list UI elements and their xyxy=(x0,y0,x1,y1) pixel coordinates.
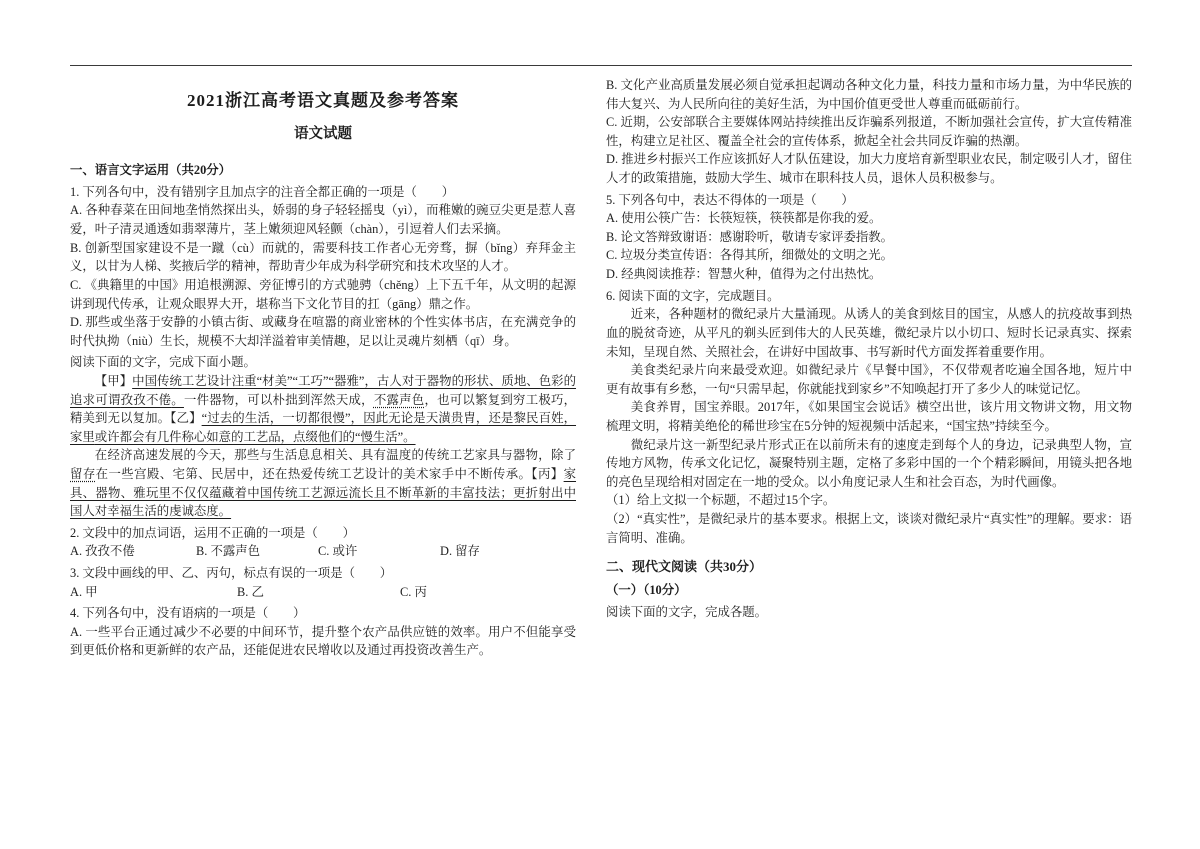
question-4-stem: 4. 下列各句中，没有语病的一项是（ ） xyxy=(70,606,306,621)
question-1-option-b: B. 创新型国家建设不是一蹴（cù）而就的，需要科技工作者心无旁骛，摒（bǐng）弃拜金主义，以甘为人梯、奖掖后学的精神，帮助青少年成为科学研究和技术攻坚的人才。 xyxy=(70,240,576,274)
text-segment: 留存 xyxy=(70,467,96,481)
page-subtitle: 语文试题 xyxy=(294,125,352,142)
question-1-option-a: A. 各种春菜在田间地垄悄然探出头，娇弱的身子轻轻摇曳（yì），而稚嫩的豌豆尖更是惹人喜爱，叶子清灵通透如翡翠薄片，茎上嫩须迎风轻颤（chàn），引逗着人们去采摘。 xyxy=(70,203,576,237)
text-segment: “过去的生活，一切都很慢”，因此无论是天潢贵胄，还是黎民百姓，家里 xyxy=(70,411,577,444)
left-column xyxy=(70,76,576,660)
text-segment: 【乙】 xyxy=(170,411,202,426)
q6-passage-paragraph-1: 近来，各种题材的微纪录片大量涌现。从诱人的美食到炫目的国宝，从感人的抗疫故事到热血的脱贫奇迹，从平凡的剃头匠到伟大的人民英雄，微纪录片以小切口、短时长记录真实、探索未知，呈现自然、关照社会，在讲好中国故事、书写新时代方面发挥着重要作用。 xyxy=(606,307,1132,359)
section-1-heading: 一、语言文字运用（共20分） xyxy=(70,163,232,178)
text-segment: 都会有几件称心如意的工艺品，点缀他们的“慢生活”。 xyxy=(119,429,416,444)
passage-paragraph-2 xyxy=(70,446,576,520)
question-3-stem: 3. 文段中画线的甲、乙、丙句，标点有误的一项是（ ） xyxy=(70,566,393,581)
text-segment: 【丙】 xyxy=(531,467,564,481)
question-1-option-c: C. 《典籍里的中国》用追根溯源、旁征博引的方式驰骋（chěng）上下五千年，从文明的起源讲到现代传承，让观众眼界大开，堪称当下文化节目的扛（gāng）鼎之作。 xyxy=(70,277,576,311)
right-column xyxy=(606,76,1132,622)
question-2-option-b: B. 不露声色 xyxy=(196,544,261,559)
text-segment: 【甲】 xyxy=(94,373,133,388)
q6-passage-paragraph-2: 美食类纪录片向来最受欢迎。如微纪录片《早餐中国》，不仅带观者吃遍全国各地，短片中更有故事有乡愁，一句“只需早起，你就能找到家乡”不知唤起打开了多少人的味觉记忆。 xyxy=(606,363,1132,396)
section-2-heading: 二、现代文阅读（共30分） xyxy=(606,559,763,575)
part-1-heading: （一）（10分） xyxy=(606,582,687,597)
text-segment: 。 xyxy=(171,392,184,407)
question-3-option-b: B. 乙 xyxy=(237,584,264,599)
page-title: 2021浙江高考语文真题及参考答案 xyxy=(187,91,459,110)
part-1-intro: 阅读下面的文字，完成各题。 xyxy=(606,605,768,620)
question-2-stem: 2. 文段中的加点词语，运用不正确的一项是（ ） xyxy=(70,525,355,540)
text-segment: 中国传统工艺设计注重“材美”“工巧”“器雅”，古人对于器物的形状、质地、色彩的追求可谓 xyxy=(70,373,577,407)
reading-intro: 阅读下面的文字，完成下面小题。 xyxy=(70,355,256,370)
question-5-option-d: D. 经典阅读推荐：智慧火种，值得为之付出热忱。 xyxy=(606,267,882,282)
question-6-stem: 6. 阅读下面的文字，完成题目。 xyxy=(606,288,780,303)
question-5-option-b: B. 论文答辩致谢语：感谢聆听，敬请专家评委指教。 xyxy=(606,229,894,244)
question-2-options xyxy=(70,542,576,561)
text-segment: 不露声色 xyxy=(373,392,425,407)
question-2-option-a: A. 孜孜不倦 xyxy=(70,544,135,559)
text-segment: 或许 xyxy=(94,429,120,444)
question-5-option-a: A. 使用公筷广告：长筷短筷，筷筷都是你我的爱。 xyxy=(606,211,882,226)
question-3-options xyxy=(70,583,576,602)
question-6-sub-1: （1）给上文拟一个标题，不超过15个字。 xyxy=(606,493,836,508)
text-segment: 一件器物，可以朴拙到浑然天成， xyxy=(183,392,374,407)
passage-paragraph-1 xyxy=(70,372,576,446)
q6-passage-paragraph-3: 美食养胃，国宝养眼。2017年，《如果国宝会说话》横空出世，该片用文物讲文物，用文物梳理文明，将精美绝伦的稀世珍宝在5分钟的短视频中活起来，“国宝热”持续至今。 xyxy=(606,400,1132,433)
question-6-sub-2: （2）“真实性”，是微纪录片的基本要求。根据上文，谈谈对微纪录片“真实性”的理解。要求：语言简明、准确。 xyxy=(606,512,1132,545)
text-segment: 孜孜不倦 xyxy=(120,392,172,407)
question-1-stem: 1. 下列各句中，没有错别字且加点字的注音全都正确的一项是（ ） xyxy=(70,184,455,199)
question-5-stem: 5. 下列各句中，表达不得体的一项是（ ） xyxy=(606,192,854,207)
question-4-option-b: B. 文化产业高质量发展必须自觉承担起调动各种文化力量，科技力量和市场力量，为中华民族的伟大复兴、为人民所向往的美好生活，为中国价值更受世人尊重而砥砺前行。 xyxy=(606,78,1132,111)
question-4-option-a: A. 一些平台正通过减少不必要的中间环节，提升整个农产品供应链的效率。用户不但能享受到更低价格和更新鲜的农产品，还能促进农民增收以及通过再投资改善生产。 xyxy=(70,624,576,658)
text-segment: ，也可以繁复到穷工极巧，精美到无以复加。 xyxy=(70,392,577,426)
question-1-option-d: D. 那些或坐落于安静的小镇古街、或藏身在喧嚣的商业密林的个性实体书店，在充满竞争的时代执拗（niù）生长，规模不大却洋溢着审美情趣，足以让灵魂片刻栖（qī）身。 xyxy=(70,315,576,348)
question-4-option-d: D. 推进乡村振兴工作应该抓好人才队伍建设，加大力度培育新型职业农民，制定吸引人才，留住人才的政策措施，鼓励大学生、城市在职科技人员，退休人员积极参与。 xyxy=(606,152,1132,186)
question-2-option-c: C. 或许 xyxy=(318,544,358,559)
question-4-option-c: C. 近期，公安部联合主要媒体网站持续推出反诈骗系列报道，不断加强社会宣传，扩大宣传精准性，构建立足社区、覆盖全社会的宣传体系，掀起全社会共同反诈骗的热潮。 xyxy=(606,115,1132,148)
question-2-option-d: D. 留存 xyxy=(440,544,480,559)
text-segment: 在一些宫殿、宅第、民居中，还在热爱传统工艺设计的美术家手中不断传承。 xyxy=(95,467,532,481)
question-5-option-c: C. 垃圾分类宣传语：各得其所，细微处的文明之光。 xyxy=(606,248,894,263)
q6-passage-paragraph-4: 微纪录片这一新型纪录片形式正在以前所未有的速度走到每个人的身边，记录典型人物，宣传地方风物，传承文化记忆，凝聚特别主题，定格了多彩中国的一个个精彩瞬间，用镜头把各地的亮色呈现给相对固定在一地的受众。以小角度记录人生和社会百态，为时代画像。 xyxy=(606,437,1132,489)
question-3-option-a: A. 甲 xyxy=(70,584,98,599)
header-rule xyxy=(70,65,1132,66)
text-segment: 家具、器物、雅玩里不仅仅蕴藏着中国传统工艺源远流长且不断革新的丰富技法；更折射出中国人对幸福生活的虔诚态度。 xyxy=(70,467,577,519)
question-3-option-c: C. 丙 xyxy=(400,584,427,599)
text-segment: 在经济高速发展的今天，那些与生活息息相关、具有温度的传统工艺家具与器物，除了 xyxy=(94,448,576,463)
